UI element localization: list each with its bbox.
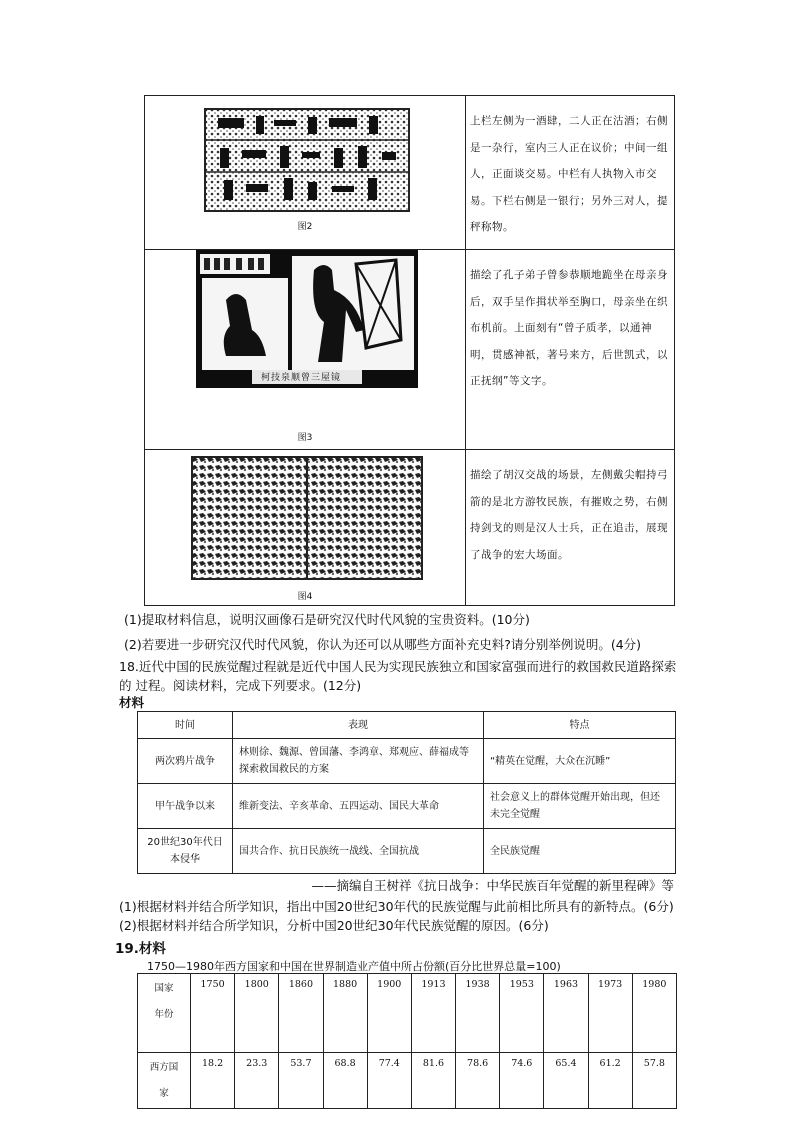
image-description: 上栏左侧为一酒肆，二人正在沽酒；右侧是一杂行，室内三人正在议价；中间一组人，正面谈交易。中栏有人执物入市交易。下栏右侧是一银行；另外三对人，提秤称物。 [466,96,675,250]
year-cell: 1980 [632,974,676,1053]
battle-relief-image [191,456,423,580]
image-description: 描绘了孔子弟子曾参恭顺地跪坐在母亲身后，双手呈作揖状举至胸口，母亲坐在织布机前。上面刻有“曾子质孝，以通神明，贯感神祇，著号来方，后世凯式，以正抚纲”等文字。 [466,250,675,450]
relief-inscription: 柯技泉顺曾三屋镜 [260,373,341,383]
question-17-1: (1)提取材料信息，说明汉画像石是研究汉代时代风貌的宝贵资料。(10分) [124,612,530,627]
question-19-title: 19.材料 [115,941,166,957]
filial-piety-relief-image [196,250,418,388]
table-header: 特点 [484,712,676,739]
table-cell: 两次鸦片战争 [138,739,233,784]
year-cell: 1800 [235,974,279,1053]
relief-image-table [144,95,675,606]
question-18-1: (1)根据材料并结合所学知识，指出中国20世纪30年代的民族觉醒与此前相比所具有的新特点。(6分) [119,899,674,914]
figure-caption: 图4 [297,592,313,602]
table-header: 时间 [138,712,233,739]
value-cell: 23.3 [235,1053,279,1109]
value-cell: 74.6 [500,1053,544,1109]
image-cell-fig4 [145,450,466,606]
table-cell: “精英在觉醒，大众在沉睡” [484,739,676,784]
table-header: 表现 [233,712,484,739]
value-cell: 78.6 [456,1053,500,1109]
image-cell-fig3 [145,250,466,450]
question-17-2: (2)若要进一步研究汉代时代风貌，你认为还可以从哪些方面补充史料?请分别举例说明。(4分) [124,637,642,652]
question-18-intro: 18.近代中国的民族觉醒过程就是近代中国人民为实现民族独立和国家富强而进行的救国救民道路探索 [119,659,677,674]
material-label: 材料 [119,695,145,710]
row-label [138,1053,191,1109]
year-cell: 1750 [191,974,235,1053]
value-cell: 57.8 [632,1053,676,1109]
figure-caption: 图3 [297,433,313,443]
question-18-intro-cont: 的 过程。阅读材料，完成下列要求。(12分) [119,678,362,693]
figure-caption: 图2 [297,222,313,232]
value-cell: 18.2 [191,1053,235,1109]
table-caption: 1750—1980年西方国家和中国在世界制造业产值中所占份额(百分比世界总量=100) [147,960,561,973]
market-relief-image [204,108,410,212]
header-label-country: 国家 [154,983,174,994]
row-label-line1: 西方国 [149,1062,179,1073]
header-corner [138,974,191,1053]
year-cell: 1900 [367,974,411,1053]
row-label-line2: 家 [159,1088,169,1099]
year-cell: 1938 [456,974,500,1053]
image-description: 描绘了胡汉交战的场景，左侧戴尖帽持弓箭的是北方游牧民族，有摧败之势，右侧持剑戈的则是汉人士兵，正在追击，展现了战争的宏大场面。 [466,450,675,606]
value-cell: 65.4 [544,1053,588,1109]
question-18-2: (2)根据材料并结合所学知识，分析中国20世纪30年代民族觉醒的原因。(6分) [119,918,549,933]
material-source: ——摘编自王树祥《抗日战争：中华民族百年觉醒的新里程碑》等 [311,878,674,893]
year-cell: 1953 [500,974,544,1053]
value-cell: 77.4 [367,1053,411,1109]
table-cell: 社会意义上的群体觉醒开始出现，但还未完全觉醒 [484,784,676,829]
year-cell: 1913 [411,974,455,1053]
value-cell: 81.6 [411,1053,455,1109]
table-cell: 全民族觉醒 [484,829,676,874]
year-cell: 1963 [544,974,588,1053]
manufacturing-share-table [137,973,677,1109]
value-cell: 68.8 [323,1053,367,1109]
year-cell: 1860 [279,974,323,1053]
year-cell: 1973 [588,974,632,1053]
image-cell-fig2 [145,96,466,250]
table-cell: 林则徐、魏源、曾国藩、李鸿章、郑观应、薛福成等探索救国救民的方案 [233,739,484,784]
table-cell: 甲午战争以来 [138,784,233,829]
year-cell: 1880 [323,974,367,1053]
value-cell: 53.7 [279,1053,323,1109]
material-table [137,711,676,874]
table-cell: 20世纪30年代日本侵华 [138,829,233,874]
header-label-year: 年份 [154,1009,174,1020]
table-cell: 国共合作、抗日民族统一战线、全国抗战 [233,829,484,874]
table-cell: 维新变法、辛亥革命、五四运动、国民大革命 [233,784,484,829]
value-cell: 61.2 [588,1053,632,1109]
